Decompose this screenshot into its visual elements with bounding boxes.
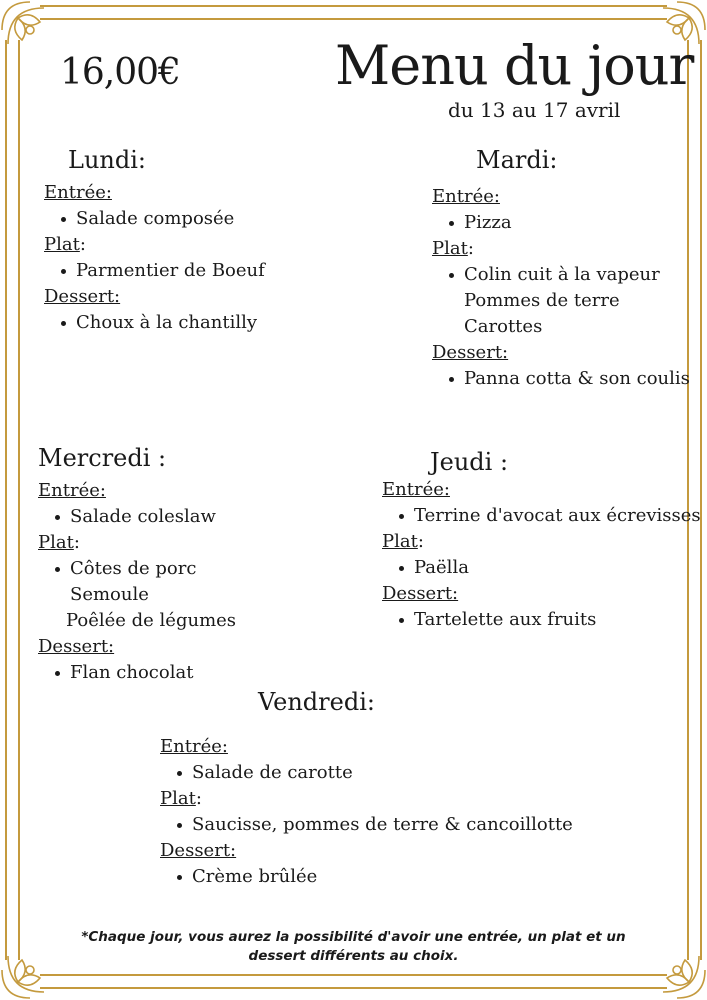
corner-ornament-bottom-right-icon [647, 940, 707, 1000]
menu-item: Panna cotta & son coulis [432, 366, 690, 392]
menu-mardi [432, 184, 690, 392]
day-heading-lundi: Lundi: [68, 146, 146, 174]
menu-item: Paëlla [382, 555, 701, 581]
plat-label: Plat [38, 532, 74, 553]
corner-ornament-bottom-left-icon [0, 940, 60, 1000]
menu-item: Pizza [432, 210, 690, 236]
frame-left-outer [5, 40, 7, 960]
plat-label: Plat [432, 238, 468, 259]
menu-item: Salade composée [44, 206, 265, 232]
menu-item: Saucisse, pommes de terre & cancoillotte [160, 812, 573, 838]
menu-item: Carottes [464, 316, 543, 337]
plat-label: Plat [382, 531, 418, 552]
price: 16,00€ [60, 52, 180, 93]
frame-top-inner [40, 18, 667, 20]
entree-label: Entrée: [38, 480, 106, 501]
menu-item: Côtes de porc [38, 556, 236, 582]
entree-label: Entrée: [432, 186, 500, 207]
dessert-label: Dessert: [160, 840, 237, 861]
menu-item: Pommes de terre [464, 290, 620, 311]
menu-item: Parmentier de Boeuf [44, 258, 265, 284]
frame-bottom-inner [40, 974, 667, 976]
day-heading-vendredi: Vendredi: [258, 688, 375, 716]
menu-item: Flan chocolat [38, 660, 236, 686]
menu-vendredi [160, 734, 573, 890]
menu-item: Tartelette aux fruits [382, 607, 701, 633]
plat-label-row: Plat: [432, 238, 474, 259]
day-heading-mercredi: Mercredi : [38, 444, 167, 472]
dessert-label: Dessert: [432, 342, 509, 363]
dessert-label: Dessert: [38, 636, 115, 657]
plat-label-row: Plat: [160, 788, 202, 809]
footnote: *Chaque jour, vous aurez la possibilité d'avoir une entrée, un plat et un dessert différents au choix. [81, 929, 626, 964]
menu-mercredi [38, 478, 236, 686]
day-heading-jeudi: Jeudi : [430, 448, 509, 476]
entree-label: Entrée: [382, 479, 450, 500]
menu-item: Salade coleslaw [38, 504, 236, 530]
menu-item: Salade de carotte [160, 760, 573, 786]
plat-label: Plat [160, 788, 196, 809]
menu-lundi [44, 180, 265, 336]
entree-label: Entrée: [44, 182, 112, 203]
menu-item: Colin cuit à la vapeur [432, 262, 690, 288]
entree-label: Entrée: [160, 736, 228, 757]
dessert-label: Dessert: [44, 286, 121, 307]
frame-left-inner [18, 40, 20, 960]
menu-item: Terrine d'avocat aux écrevisses [382, 503, 701, 529]
menu-item: Choux à la chantilly [44, 310, 265, 336]
plat-label: Plat [44, 234, 80, 255]
frame-top-outer [40, 5, 667, 7]
day-heading-mardi: Mardi: [476, 146, 558, 174]
plat-label-row: Plat: [382, 531, 424, 552]
menu-item: Semoule [70, 584, 149, 605]
menu-item: Poêlée de légumes [66, 610, 237, 631]
menu-jeudi [382, 477, 701, 633]
frame-bottom-outer [40, 987, 667, 989]
date-range: du 13 au 17 avril [448, 98, 621, 122]
dessert-label: Dessert: [382, 583, 459, 604]
page-title: Menu du jour [335, 34, 694, 97]
plat-label-row: Plat: [44, 234, 86, 255]
menu-item: Crème brûlée [160, 864, 573, 890]
plat-label-row: Plat: [38, 532, 80, 553]
corner-ornament-top-left-icon [0, 0, 60, 60]
